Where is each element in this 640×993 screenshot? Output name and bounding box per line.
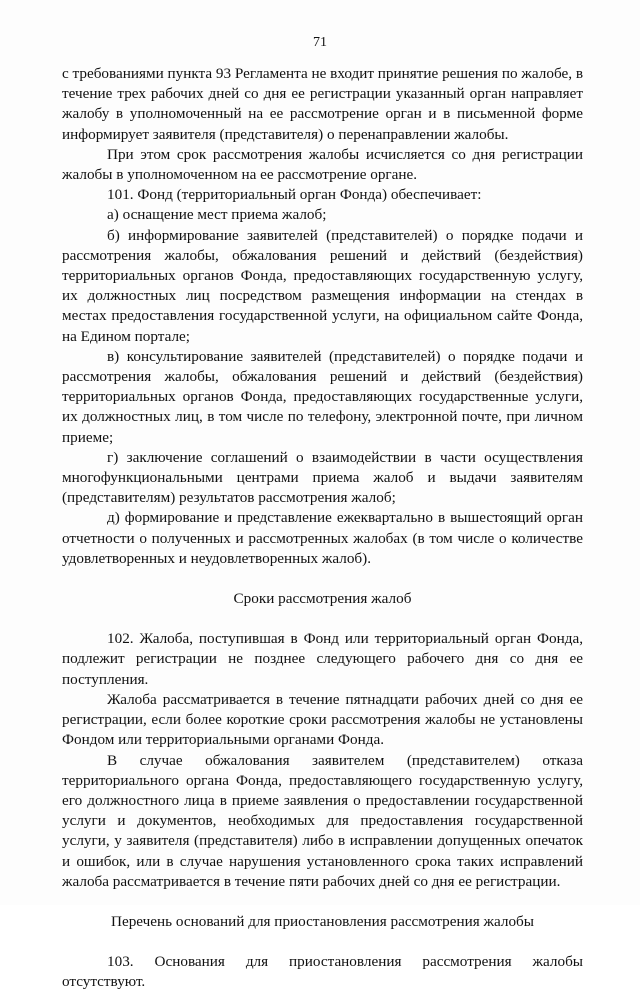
paragraph-102: 102. Жалоба, поступившая в Фонд или территориальный орган Фонда, подлежит регистрации не позднее следующего рабочего дня со дня ее поступления. — [62, 630, 583, 688]
list-item-v: в) консультирование заявителей (представителей) о порядке подачи и рассмотрения жалобы, обжалования решений и действий (бездействия) территориальных органов Фонда, предоставляющих государственные услуги, их должностных лиц, в том числе по телефону, электронной почте, при личном приеме; — [62, 347, 583, 446]
list-item-b: б) информирование заявителей (представителей) о порядке подачи и рассмотрения жалобы, обжалования решений и действий (бездействия) территориальных органов Фонда, предоставляющих государственную услугу, их должностных лиц посредством размещения информации на стендах в местах предоставления государственной услуги, на официальном сайте Фонда, на Едином портале; — [62, 226, 583, 345]
paragraph-continuation: с требованиями пункта 93 Регламента не входит принятие решения по жалобе, в течение трех рабочих дней со дня ее регистрации указанный орган направляет жалобу в уполномоченный на ее рассмотрение орган и в письменной форме информирует заявителя (представителя) о перенаправлении жалобы. — [62, 65, 583, 143]
list-item-a: а) оснащение мест приема жалоб; — [107, 206, 327, 224]
paragraph-refusal-appeal: В случае обжалования заявителем (представителем) отказа территориального органа Фонда, предоставляющего государственную услугу, его должностного лица в приеме заявления о предоставлении государственной услуги и документов, необходимых для предоставления государственной услуги, у заявителя (представителя) либо в исправлении допущенных опечаток и ошибок, или в случае нарушения установленного срока таких исправлений жалоба рассматривается в течение пяти рабочих дней со дня ее регистрации. — [62, 751, 583, 890]
document-body — [62, 64, 583, 993]
paragraph-103: 103. Основания для приостановления рассмотрения жалобы отсутствуют. — [62, 953, 583, 991]
section-heading-terms: Сроки рассмотрения жалоб — [233, 590, 412, 608]
paragraph-complaint-term: При этом срок рассмотрения жалобы исчисляется со дня регистрации жалобы в уполномоченном на ее рассмотрение органе. — [62, 145, 583, 184]
paragraph-review-period: Жалоба рассматривается в течение пятнадцати рабочих дней со дня ее регистрации, если более короткие сроки рассмотрения жалобы не установлены Фондом или территориальными органами Фонда. — [62, 690, 583, 749]
paragraph-101: 101. Фонд (территориальный орган Фонда) обеспечивает: — [107, 186, 482, 204]
list-item-d: д) формирование и представление ежеквартально в вышестоящий орган отчетности о полученных и рассмотренных жалобах (в том числе о количестве удовлетворенных и неудовлетворенных жалоб). — [62, 509, 583, 567]
section-heading-suspension: Перечень оснований для приостановления рассмотрения жалобы — [111, 912, 534, 930]
list-item-g: г) заключение соглашений о взаимодействии в части осуществления многофункциональными центрами приема жалоб и выдачи заявителям (представителям) результатов рассмотрения жалоб; — [62, 448, 583, 507]
page-number: 71 — [313, 35, 327, 50]
